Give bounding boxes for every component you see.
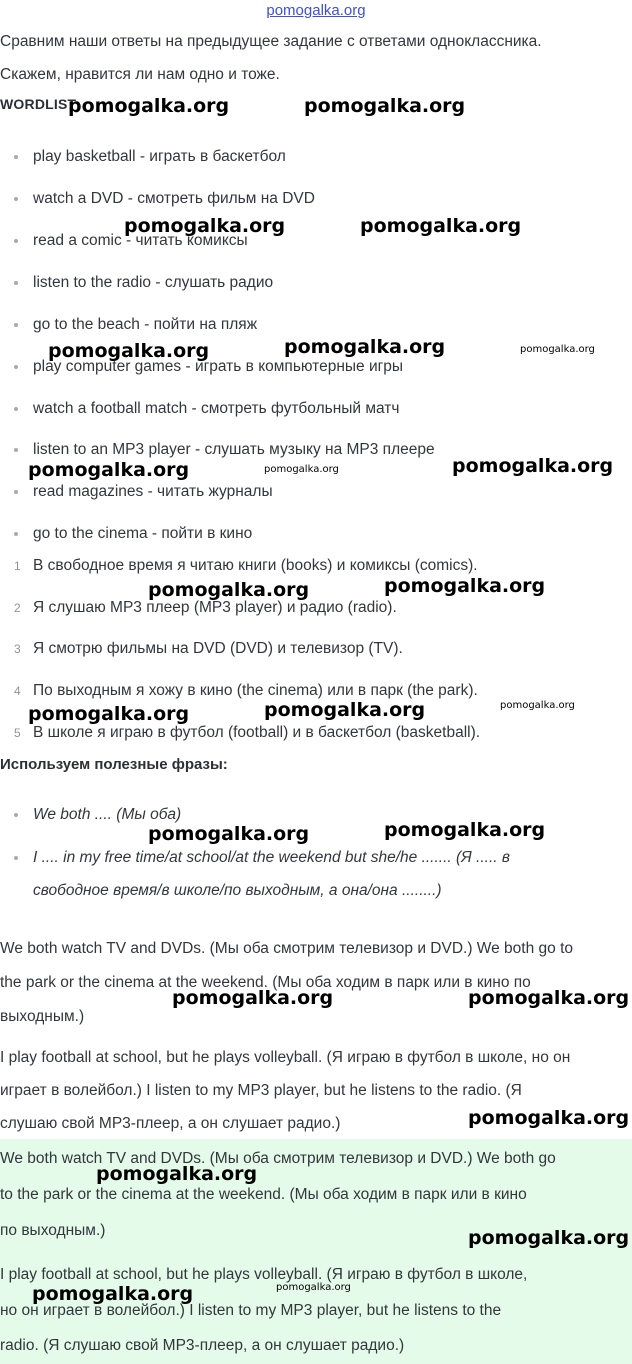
watermark: pomogalka.org xyxy=(468,987,630,1009)
phrase-item: We both .... (Мы оба) xyxy=(14,806,181,824)
wordlist-item: watch a football match - смотреть футбольный матч xyxy=(14,400,399,418)
wordlist-item: listen to the radio - слушать радио xyxy=(14,274,273,292)
watermark: pomogalka.org xyxy=(28,459,190,481)
bullet-icon xyxy=(14,407,18,411)
bullet-icon xyxy=(14,323,18,327)
watermark: pomogalka.org xyxy=(452,455,614,477)
watermark: pomogalka.org xyxy=(360,215,522,237)
highlighted-paragraph: I play football at school, but he plays volleyball. (Я играю в футбол в школе, но он играет в волейбол.) I listen to my MP3 player, but he listens to the radio. (Я слушаю свой MP3-плеер, а он слушает радио.) xyxy=(0,1266,528,1354)
watermark: pomogalka.org xyxy=(28,703,190,725)
watermark: pomogalka.org xyxy=(264,699,426,721)
watermark: pomogalka.org xyxy=(48,340,210,362)
intro-line-2: Скажем, нравится ли нам одно и тоже. xyxy=(0,66,280,83)
watermark: pomogalka.org xyxy=(96,1163,258,1185)
watermark: pomogalka.org xyxy=(172,987,334,1009)
phrases-title: Используем полезные фразы: xyxy=(0,756,228,773)
watermark: pomogalka.org xyxy=(32,1283,194,1305)
wordlist-item: read a comic - читать комиксы xyxy=(14,232,248,250)
watermark: pomogalka.org xyxy=(468,1227,630,1249)
intro-line-1: Сравним наши ответы на предыдущее задание с ответами одноклассника. xyxy=(0,33,542,50)
watermark: pomogalka.org xyxy=(68,95,230,117)
bullet-icon xyxy=(14,490,18,494)
wordlist-item: go to the beach - пойти на пляж xyxy=(14,316,257,334)
wordlist-item: watch a DVD - смотреть фильм на DVD xyxy=(14,190,315,208)
wordlist-item: read magazines - читать журналы xyxy=(14,483,273,501)
watermark: pomogalka.org xyxy=(276,1282,351,1293)
wordlist-item: play basketball - играть в баскетбол xyxy=(14,148,286,166)
bullet-icon xyxy=(14,813,18,817)
bullet-icon xyxy=(14,197,18,201)
highlighted-paragraph: We both watch TV and DVDs. (Мы оба смотрим телевизор и DVD.) We both go to the park or the cinema at the weekend. (Мы оба ходим в парк или в кино по выходным.) xyxy=(0,1150,556,1239)
bullet-icon xyxy=(14,155,18,159)
wordlist-item: go to the cinema - пойти в кино xyxy=(14,525,252,543)
watermark: pomogalka.org xyxy=(500,700,575,711)
bullet-icon xyxy=(14,239,18,243)
numbered-item: 2 Я слушаю MP3 плеер (MP3 player) и радио (radio). xyxy=(14,599,397,616)
numbered-item: 4 По выходным я хожу в кино (the cinema) или в парк (the park). xyxy=(14,682,478,699)
watermark: pomogalka.org xyxy=(284,336,446,358)
watermark: pomogalka.org xyxy=(124,215,286,237)
watermark: pomogalka.org xyxy=(264,464,339,475)
header-site-link[interactable]: pomogalka.org xyxy=(266,2,366,19)
bullet-icon xyxy=(14,448,18,452)
wordlist-item: listen to an MP3 player - слушать музыку на MP3 плеере xyxy=(14,441,435,459)
numbered-item: 1 В свободное время я читаю книги (books) и комиксы (comics). xyxy=(14,557,478,574)
numbered-item: 3 Я смотрю фильмы на DVD (DVD) и телевизор (TV). xyxy=(14,640,403,657)
wordlist-item: play computer games - играть в компьютерные игры xyxy=(14,358,403,376)
watermark: pomogalka.org xyxy=(148,579,310,601)
answer-paragraph: I play football at school, but he plays volleyball. (Я играю в футбол в школе, но он играет в волейбол.) I listen to my MP3 player, but he listens to the radio. (Я слушаю свой MP3-плеер, а он слушает радио.) xyxy=(0,1049,571,1132)
bullet-icon xyxy=(14,281,18,285)
phrase-item: I .... in my free time/at school/at the weekend but she/he ....... (Я ..... в xyxy=(14,849,510,867)
watermark: pomogalka.org xyxy=(148,823,310,845)
watermark: pomogalka.org xyxy=(520,344,595,355)
bullet-icon xyxy=(14,856,18,860)
bullet-icon xyxy=(14,532,18,536)
bullet-icon xyxy=(14,365,18,369)
watermark: pomogalka.org xyxy=(304,95,466,117)
watermark: pomogalka.org xyxy=(468,1107,630,1129)
phrase-item-continuation: свободное время/в школе/по выходным, а она/она ........) xyxy=(33,882,442,899)
watermark: pomogalka.org xyxy=(384,575,546,597)
wordlist-title: WORDLIST xyxy=(0,96,77,112)
watermark: pomogalka.org xyxy=(384,819,546,841)
numbered-item: 5 В школе я играю в футбол (football) и в баскетбол (basketball). xyxy=(14,724,481,741)
answer-paragraph: We both watch TV and DVDs. (Мы оба смотрим телевизор и DVD.) We both go to the park or the cinema at the weekend. (Мы оба ходим в парк или в кино по выходным.) xyxy=(0,940,574,1025)
